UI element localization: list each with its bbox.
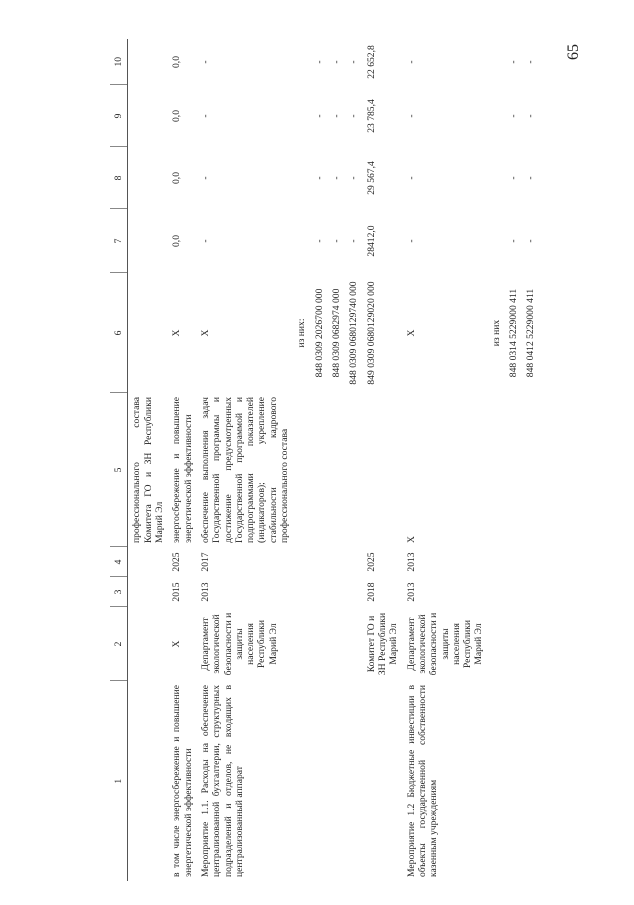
table-row — [293, 39, 310, 881]
event-name-cell — [293, 681, 310, 881]
amount-cell: - — [313, 239, 325, 243]
budget-code-cell: X — [199, 329, 211, 337]
expected-result-cell — [345, 393, 362, 547]
table-row — [128, 39, 168, 881]
budget-code-cell: 848 0309 2026700 000 — [313, 288, 325, 378]
executor-cell: Департамент экологической безопасности и защиты населения Республики Марий Эл — [405, 612, 485, 676]
budget-code-cell: X — [171, 329, 183, 337]
start-year-cell: 2013 — [199, 582, 211, 602]
amount-cell: - — [405, 60, 417, 64]
end-year-cell — [328, 547, 345, 577]
column-header: 7 — [110, 209, 128, 273]
amount-cell: - — [525, 239, 537, 243]
executor-cell: Комитет ГО и ЗН Республики Марий Эл — [365, 612, 400, 676]
executor-cell — [345, 607, 362, 681]
start-year-cell — [522, 577, 539, 607]
column-header: 10 — [110, 39, 128, 85]
amount-cell: - — [348, 60, 360, 64]
amount-cell: - — [313, 176, 325, 180]
column-header: 4 — [110, 547, 128, 577]
amount-cell: - — [348, 176, 360, 180]
amount-cell: 0,0 — [171, 172, 183, 184]
budget-code-cell — [128, 273, 168, 393]
start-year-cell — [128, 577, 168, 607]
end-year-cell — [505, 547, 522, 577]
budget-code-cell: 848 0309 0682974 000 — [331, 288, 342, 378]
amount-cell: 0,0 — [171, 110, 183, 122]
amount-cell: - — [199, 176, 211, 180]
table-row — [328, 39, 345, 881]
expected-result-cell — [505, 393, 522, 547]
end-year-cell: 2025 — [171, 552, 183, 572]
amount-cell — [128, 147, 168, 209]
column-header: 3 — [110, 577, 128, 607]
event-name-cell — [345, 681, 362, 881]
column-header: 1 — [110, 681, 128, 881]
executor-cell — [328, 607, 345, 681]
table-row — [345, 39, 362, 881]
amount-cell: - — [508, 114, 520, 118]
amount-cell — [293, 147, 310, 209]
amount-cell — [128, 85, 168, 147]
event-name-cell — [328, 681, 345, 881]
event-name-cell — [128, 681, 168, 881]
start-year-cell — [345, 577, 362, 607]
column-header: 8 — [110, 147, 128, 209]
amount-cell: - — [331, 176, 342, 180]
executor-cell — [128, 607, 168, 681]
amount-cell — [293, 39, 310, 85]
table-row — [363, 39, 403, 881]
event-name-cell — [311, 681, 328, 881]
amount-cell: - — [313, 60, 325, 64]
event-name-cell: Мероприятие 1.2 Бюджетные инвестиции в объекты государственной собственности казенным учреждениям — [405, 685, 440, 877]
event-name-cell: в том числе энергосбережение и повышение энергетической эффективности — [171, 685, 194, 877]
start-year-cell: 2013 — [405, 582, 417, 602]
end-year-cell: 2025 — [365, 552, 377, 572]
executor-cell — [488, 607, 505, 681]
amount-cell — [488, 147, 505, 209]
executor-cell — [522, 607, 539, 681]
event-name-cell: Мероприятие 1.1. Расходы на обеспечение централизованной бухгалтерии, структурных подразделений и отделов, не входящих в централизованный аппарат — [199, 685, 245, 877]
amount-cell: - — [508, 176, 520, 180]
start-year-cell — [505, 577, 522, 607]
start-year-cell — [328, 577, 345, 607]
end-year-cell — [345, 547, 362, 577]
amount-cell: 23 785,4 — [365, 99, 377, 133]
expected-result-cell — [328, 393, 345, 547]
amount-cell: - — [405, 239, 417, 243]
amount-cell: - — [331, 239, 342, 243]
end-year-cell: 2017 — [199, 552, 211, 572]
end-year-cell — [293, 547, 310, 577]
amount-cell — [293, 85, 310, 147]
start-year-cell — [488, 577, 505, 607]
table-body — [128, 39, 540, 881]
page-number: 65 — [565, 44, 582, 60]
amount-cell: - — [331, 114, 342, 118]
executor-cell: Департамент экологической безопасности и защиты населения Республики Марий Эл — [199, 612, 279, 676]
amount-cell — [293, 209, 310, 273]
amount-cell — [488, 209, 505, 273]
event-name-cell — [505, 681, 522, 881]
table-row — [505, 39, 522, 881]
table-row — [522, 39, 539, 881]
table-row — [403, 39, 488, 881]
start-year-cell — [293, 577, 310, 607]
executor-cell — [505, 607, 522, 681]
expected-result-cell — [488, 393, 505, 547]
amount-cell: - — [348, 239, 360, 243]
amount-cell: 28412,0 — [365, 225, 377, 257]
expected-result-cell — [363, 393, 403, 547]
end-year-cell — [311, 547, 328, 577]
table-row — [197, 39, 294, 881]
column-header: 9 — [110, 85, 128, 147]
column-header: 5 — [110, 393, 128, 547]
amount-cell: 22 652,8 — [365, 45, 377, 79]
amount-cell: - — [313, 114, 325, 118]
amount-cell: - — [199, 60, 211, 64]
budget-code-cell: 848 0314 5229000 411 — [508, 288, 520, 378]
executor-cell: X — [171, 640, 183, 648]
amount-cell: - — [508, 60, 520, 64]
expected-result-cell: X — [405, 536, 417, 543]
table-row — [168, 39, 197, 881]
budget-code-cell: из них — [490, 319, 502, 347]
executor-cell — [293, 607, 310, 681]
column-number-row — [110, 39, 128, 881]
amount-cell: - — [508, 239, 520, 243]
event-name-cell — [522, 681, 539, 881]
amount-cell — [488, 85, 505, 147]
amount-cell: - — [525, 176, 537, 180]
amount-cell: - — [405, 114, 417, 118]
budget-code-cell: из них: — [296, 318, 308, 348]
expected-result-cell — [522, 393, 539, 547]
end-year-cell — [488, 547, 505, 577]
amount-cell: - — [525, 114, 537, 118]
amount-cell: - — [331, 60, 342, 64]
amount-cell — [128, 39, 168, 85]
budget-code-cell: 848 0412 5229000 411 — [525, 288, 537, 378]
budget-code-cell: 848 0309 0680129740 000 — [348, 281, 360, 385]
start-year-cell: 2015 — [171, 582, 183, 602]
expected-result-cell — [311, 393, 328, 547]
column-header: 6 — [110, 273, 128, 393]
amount-cell: - — [199, 239, 211, 243]
expected-result-cell — [293, 393, 310, 547]
expected-result-cell: профессионального состава Комитета ГО и ЗН Республики Марий Эл — [131, 397, 165, 543]
table-row — [311, 39, 328, 881]
start-year-cell: 2018 — [365, 582, 377, 602]
amount-cell: - — [199, 114, 211, 118]
column-header: 2 — [110, 607, 128, 681]
program-table — [110, 39, 540, 881]
amount-cell — [488, 39, 505, 85]
budget-code-cell: 849 0309 0680129020 000 — [365, 281, 377, 385]
end-year-cell: 2013 — [405, 552, 417, 572]
expected-result-cell: энергосбережение и повышение энергетической эффективности — [171, 397, 194, 543]
amount-cell: - — [405, 176, 417, 180]
event-name-cell — [488, 681, 505, 881]
amount-cell: 0,0 — [171, 235, 183, 247]
end-year-cell — [128, 547, 168, 577]
amount-cell: 0,0 — [171, 56, 183, 68]
end-year-cell — [522, 547, 539, 577]
executor-cell — [311, 607, 328, 681]
amount-cell: - — [525, 60, 537, 64]
amount-cell: 29 567,4 — [365, 161, 377, 195]
table-row — [488, 39, 505, 881]
amount-cell: - — [348, 114, 360, 118]
budget-code-cell: X — [405, 329, 417, 337]
amount-cell — [128, 209, 168, 273]
start-year-cell — [311, 577, 328, 607]
event-name-cell — [363, 681, 403, 881]
expected-result-cell: обеспечение выполнения задач Государственной программы и достижение предусмотренных Государственной программой и подпрограммами показателей (индикаторов); укрепление стабильности кадрового профессионального состава — [199, 397, 291, 543]
